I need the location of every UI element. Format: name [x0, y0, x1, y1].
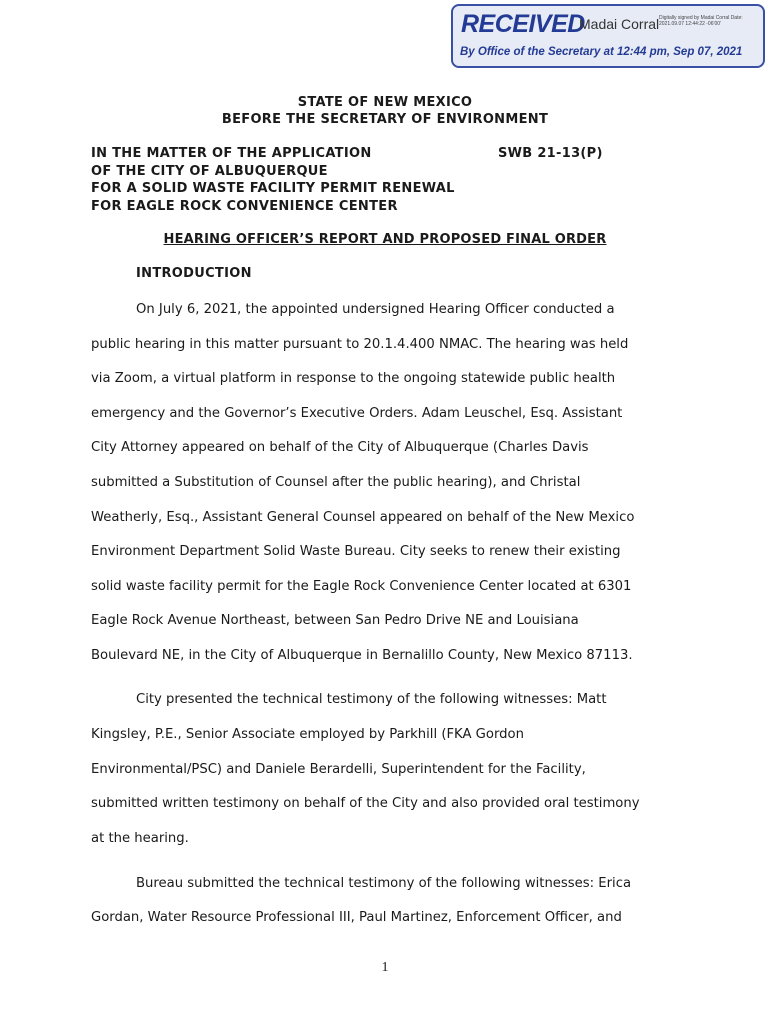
stamp-digital-signature: Digitally signed by Madai Corral Date: 2021.09.07 12:44:22 -06'00'	[659, 15, 743, 27]
stamp-by-line: By Office of the Secretary at 12:44 pm, Sep 07, 2021	[460, 46, 743, 58]
body-line: City Attorney appeared on behalf of the City of Albuquerque (Charles Davis	[91, 440, 589, 455]
stamp-signer-name: Madai Corral	[579, 16, 660, 32]
body-line: Gordan, Water Resource Professional III, Paul Martinez, Enforcement Officer, and	[91, 910, 622, 925]
body-line: Eagle Rock Avenue Northeast, between San Pedro Drive NE and Louisiana	[91, 613, 579, 628]
caption-line: FOR EAGLE ROCK CONVENIENCE CENTER	[91, 199, 398, 214]
body-line: submitted a Substitution of Counsel after the public hearing), and Christal	[91, 475, 581, 490]
secretary-heading: BEFORE THE SECRETARY OF ENVIRONMENT	[221, 112, 549, 127]
page-number: 1	[381, 960, 389, 975]
state-heading: STATE OF NEW MEXICO	[297, 95, 473, 110]
body-line: submitted written testimony on behalf of the City and also provided oral testimony	[91, 796, 640, 811]
body-line: emergency and the Governor’s Executive Orders. Adam Leuschel, Esq. Assistant	[91, 406, 623, 421]
docket-number: SWB 21-13(P)	[498, 146, 603, 161]
body-line: On July 6, 2021, the appointed undersigned Hearing Officer conducted a	[136, 302, 615, 317]
body-line: Boulevard NE, in the City of Albuquerque in Bernalillo County, New Mexico 87113.	[91, 648, 633, 663]
body-line: via Zoom, a virtual platform in response to the ongoing statewide public health	[91, 371, 616, 386]
caption-line: IN THE MATTER OF THE APPLICATION	[91, 146, 372, 161]
body-line: City presented the technical testimony of the following witnesses: Matt	[136, 692, 607, 707]
stamp-received-label: RECEIVED	[461, 10, 585, 38]
body-line: Kingsley, P.E., Senior Associate employed by Parkhill (FKA Gordon	[91, 727, 524, 742]
caption-line: OF THE CITY OF ALBUQUERQUE	[91, 164, 328, 179]
report-title: HEARING OFFICER’S REPORT AND PROPOSED FINAL ORDER	[163, 232, 607, 247]
body-line: Environment Department Solid Waste Bureau. City seeks to renew their existing	[91, 544, 621, 559]
received-stamp	[451, 4, 765, 68]
body-line: solid waste facility permit for the Eagle Rock Convenience Center located at 6301	[91, 579, 632, 594]
body-line: Environmental/PSC) and Daniele Berardelli, Superintendent for the Facility,	[91, 762, 586, 777]
body-line: at the hearing.	[91, 831, 189, 846]
section-heading: INTRODUCTION	[136, 266, 252, 281]
body-line: Weatherly, Esq., Assistant General Counsel appeared on behalf of the New Mexico	[91, 510, 635, 525]
caption-line: FOR A SOLID WASTE FACILITY PERMIT RENEWAL	[91, 181, 455, 196]
body-line: Bureau submitted the technical testimony of the following witnesses: Erica	[136, 876, 632, 891]
body-line: public hearing in this matter pursuant to 20.1.4.400 NMAC. The hearing was held	[91, 337, 629, 352]
